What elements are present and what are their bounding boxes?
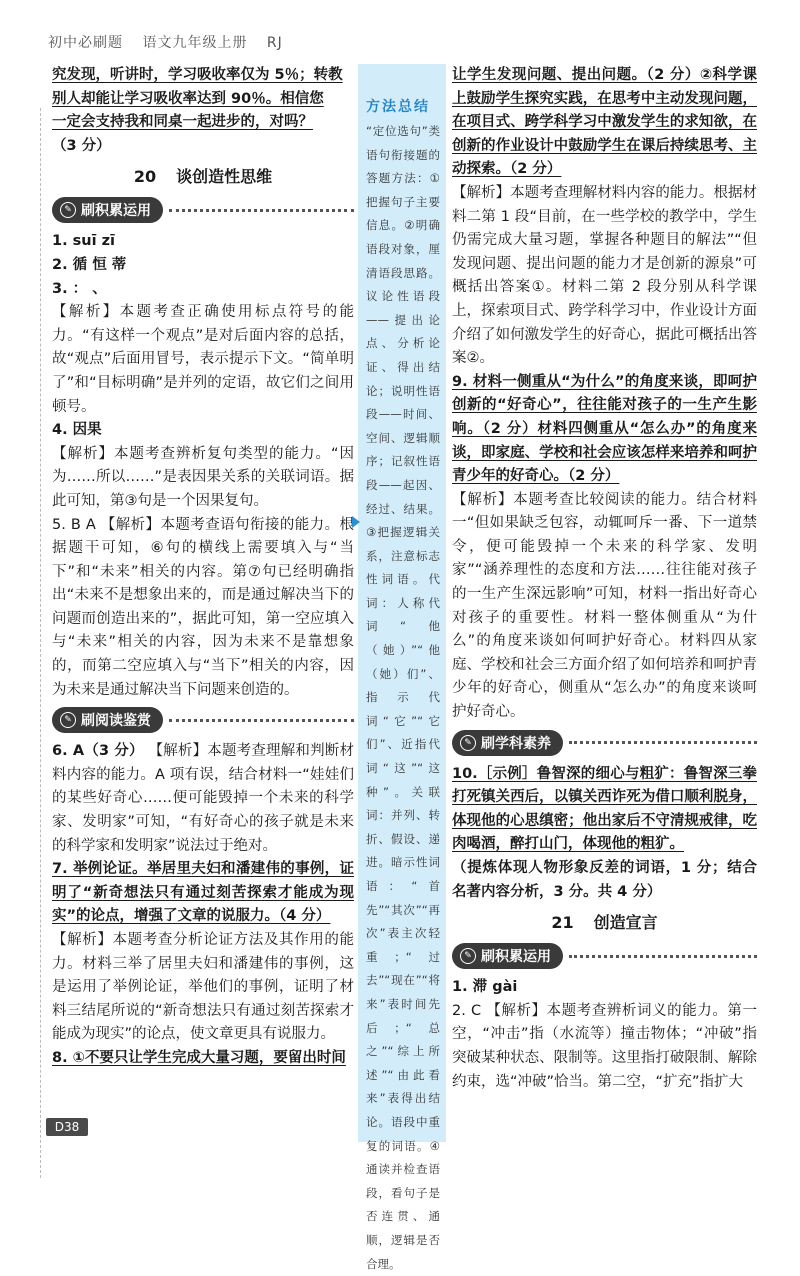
answer-8-start: 8. ①不要只让学生完成大量习题，要留出时间 (52, 1049, 346, 1066)
answer-10-score: （提炼体现人物形象反差的词语，1 分；结合名著内容分析，3 分。共 4 分） (452, 860, 757, 900)
margin-dash-line (40, 108, 41, 1178)
intro-line: 究发现，听讲时，学习吸收率仅为 5％；转教 (52, 67, 343, 83)
header-edition: RJ (266, 35, 283, 51)
pointer-arrow-icon (352, 516, 360, 528)
section-header (52, 197, 354, 223)
answer-6-head: 6. A（3 分） (52, 743, 144, 760)
answer-21-1: 1. 滞 gài (452, 979, 518, 996)
right-column (452, 64, 757, 1094)
intro-line: 别人却能让学习吸收率达到 90％。相信您 (52, 90, 324, 107)
section-badge (452, 943, 563, 969)
section-header (452, 943, 757, 969)
section-label: 刷积累运用 (81, 203, 151, 220)
answer-4: 4. 因果 (52, 422, 102, 439)
page-header (48, 32, 297, 52)
answer-2: 2. 循 恒 蒂 (52, 256, 127, 273)
intro-line: 一定会支持我和同桌一起进步的，对吗？ (52, 114, 313, 131)
lesson-21-heading (452, 908, 757, 938)
section-label: 刷学科素养 (481, 735, 551, 752)
analysis-6: 【解析】本题考查理解和判断材料内容的能力。A 项有误，结合材料一“娃娃们的某些好奇心……便可能毁掉一个未来的科学家、发明家”可知，“有好奇心的孩子就是未来的科学家和发明家”说法过于绝对。 (52, 743, 355, 854)
section-label: 刷阅读鉴赏 (81, 713, 151, 730)
section-header (52, 707, 354, 733)
book-icon: ✎ (460, 735, 476, 751)
book-icon: ✎ (60, 712, 76, 728)
analysis-3: 【解析】本题考查正确使用标点符号的能力。“有这样一个观点”是对后面内容的总括，故“观点”后面用冒号，表示提示下文。“简单明了”和“目标明确”是并列的定语，故它们之间用顿号。 (52, 304, 354, 415)
dotted-divider (169, 209, 354, 212)
answer-7: 7. 举例论证。举居里夫妇和潘建伟的事例，证明了“新奇想法只有通过刻苦探索才能成为现实”的论点，增强了文章的说服力。（4 分） (52, 861, 354, 925)
tips-title: 方法总结 (366, 99, 430, 115)
analysis-8: 【解析】本题考查理解材料内容的能力。根据材料二第 1 段“目前，在一些学校的教学中，学生仍需完成大量习题，掌握各种题目的解法”“但发现问题、提出问题的能力才是创新的源泉”可概括出答案①。材料二第 2 段分别从科学课上，探索项目式、跨学科学习中，作业设计方面介绍了如何激发学生的好奇心，据此可概括出答案②。 (452, 184, 757, 367)
answer-21-2: 2. C 【解析】本题考查辨析词义的能力。第一空，“冲击”指（水流等）撞击物体；“冲破”指突破某种状态、限制等。这里指打破限制、解除约束，选“冲破”恰当。第二空，“扩充”指扩大 (452, 1002, 757, 1090)
page-number: D38 (46, 1118, 88, 1136)
section-badge (52, 197, 163, 223)
answer-1: 1. suī zī (52, 233, 116, 250)
analysis-4: 【解析】本题考查辨析复句类型的能力。“因为……所以……”是表因果关系的关联词语。据此可知，第③句是一个因果复句。 (52, 445, 354, 509)
tips-body: “定位选句”类语句衔接题的答题方法：①把握句子主要信息。②明确语段对象，厘清语段思路。议论性语段——提出论点、分析论证、得出结论；说明性语段——时间、空间、逻辑顺序；记叙性语段——起因、经过、结果。③把握逻辑关系，注意标志性词语。代词：人称代词“他（她）”“他（她）们”、指示代词“它”“它们”、近指代词“这”“这种”。关联词：并列、转折、假设、递进。暗示性词语：“首先”“其次”“再次”表主次轻重；“过去”“现在”“将来”表时间先后；“总之”“综上所述”“由此看来”表得出结论。语段中重复的词语。④通读并检查语段，看句子是否连贯、通顺，逻辑是否合理。 (366, 124, 440, 1271)
answer-3: 3. ： 、 (52, 280, 107, 297)
answer-5: 5. B A 【解析】本题考查语句衔接的能力。根据题干可知，⑥句的横线上需要填入与“当下”和“未来”相关的内容。第⑦句已经明确指出“未来不是想象出来的，而是通过解决当下的问题而创造出来的”，据此可知，第一空应填入与“未来”相关的内容，因为未来不是靠想象的，而第二空应填入与“当下”相关的内容，因为未来是通过解决当下问题来创造的。 (52, 516, 354, 698)
answer-8-cont: 让学生发现问题、提出问题。（2 分）②科学课上鼓励学生探究实践，在思考中主动发现问题，在项目式、跨学科学习中激发学生的求知欲，在创新的作业设计中鼓励学生在课后持续思考、主动探索。（2 分） (452, 67, 757, 178)
dotted-divider (569, 741, 757, 744)
header-grade: 语文九年级上册 (142, 35, 248, 51)
answer-9: 9. 材料一侧重从“为什么”的角度来谈，即呵护创新的“好奇心”，往往能对孩子的一生产生影响。（2 分）材料四侧重从“怎么办”的角度来谈，即家庭、学校和社会应该怎样来培养和呵护青少年的好奇心。（2 分） (452, 373, 757, 485)
lesson-number: 20 (133, 167, 157, 187)
answer-10: 10.［示例］鲁智深的细心与粗犷：鲁智深三拳打死镇关西后，以镇关西诈死为借口顺利脱身，体现他的心思缜密；他出家后不守清规戒律，吃肉喝酒，醉打山门，体现他的粗犷。 (452, 765, 757, 853)
lesson-title: 创造宣言 (593, 913, 658, 933)
answer-6 (52, 740, 354, 858)
lesson-20-heading (52, 162, 354, 192)
dotted-divider (569, 955, 757, 958)
section-badge (52, 707, 163, 733)
section-label: 刷积累运用 (481, 949, 551, 966)
analysis-9: 【解析】本题考查比较阅读的能力。结合材料一“但如果缺乏包容，动辄呵斥一番、下一道禁令，便可能毁掉一个未来的科学家、发明家”“涵养理性的态度和方法……往往能对孩子的一生产生深远影响”可知，材料一指出好奇心对孩子的重要性。材料一整体侧重从“为什么”的角度来谈如何呵护好奇心。材料四从家庭、学校和社会三方面介绍了如何培养和呵护青少年的好奇心，侧重从“怎么办”的角度来谈呵护好奇心。 (452, 491, 757, 721)
header-book: 初中必刷题 (48, 35, 123, 51)
analysis-7: 【解析】本题考查分析论证方法及其作用的能力。材料三举了居里夫妇和潘建伟的事例，这是运用了举例论证，举他们的事例，证明了材料三结尾所说的“新奇想法只有通过刻苦探索才能成为现实”的论点，使文章更具有说服力。 (52, 932, 354, 1043)
lesson-number: 21 (551, 913, 574, 933)
book-icon: ✎ (60, 202, 76, 218)
book-icon: ✎ (460, 948, 476, 964)
dotted-divider (169, 719, 354, 722)
method-summary-sidebar (358, 64, 446, 1271)
section-header (452, 730, 757, 756)
lesson-title: 谈创造性思维 (176, 167, 273, 187)
left-column (52, 64, 354, 1071)
intro-line: （3 分） (52, 137, 111, 154)
section-badge (452, 730, 563, 756)
